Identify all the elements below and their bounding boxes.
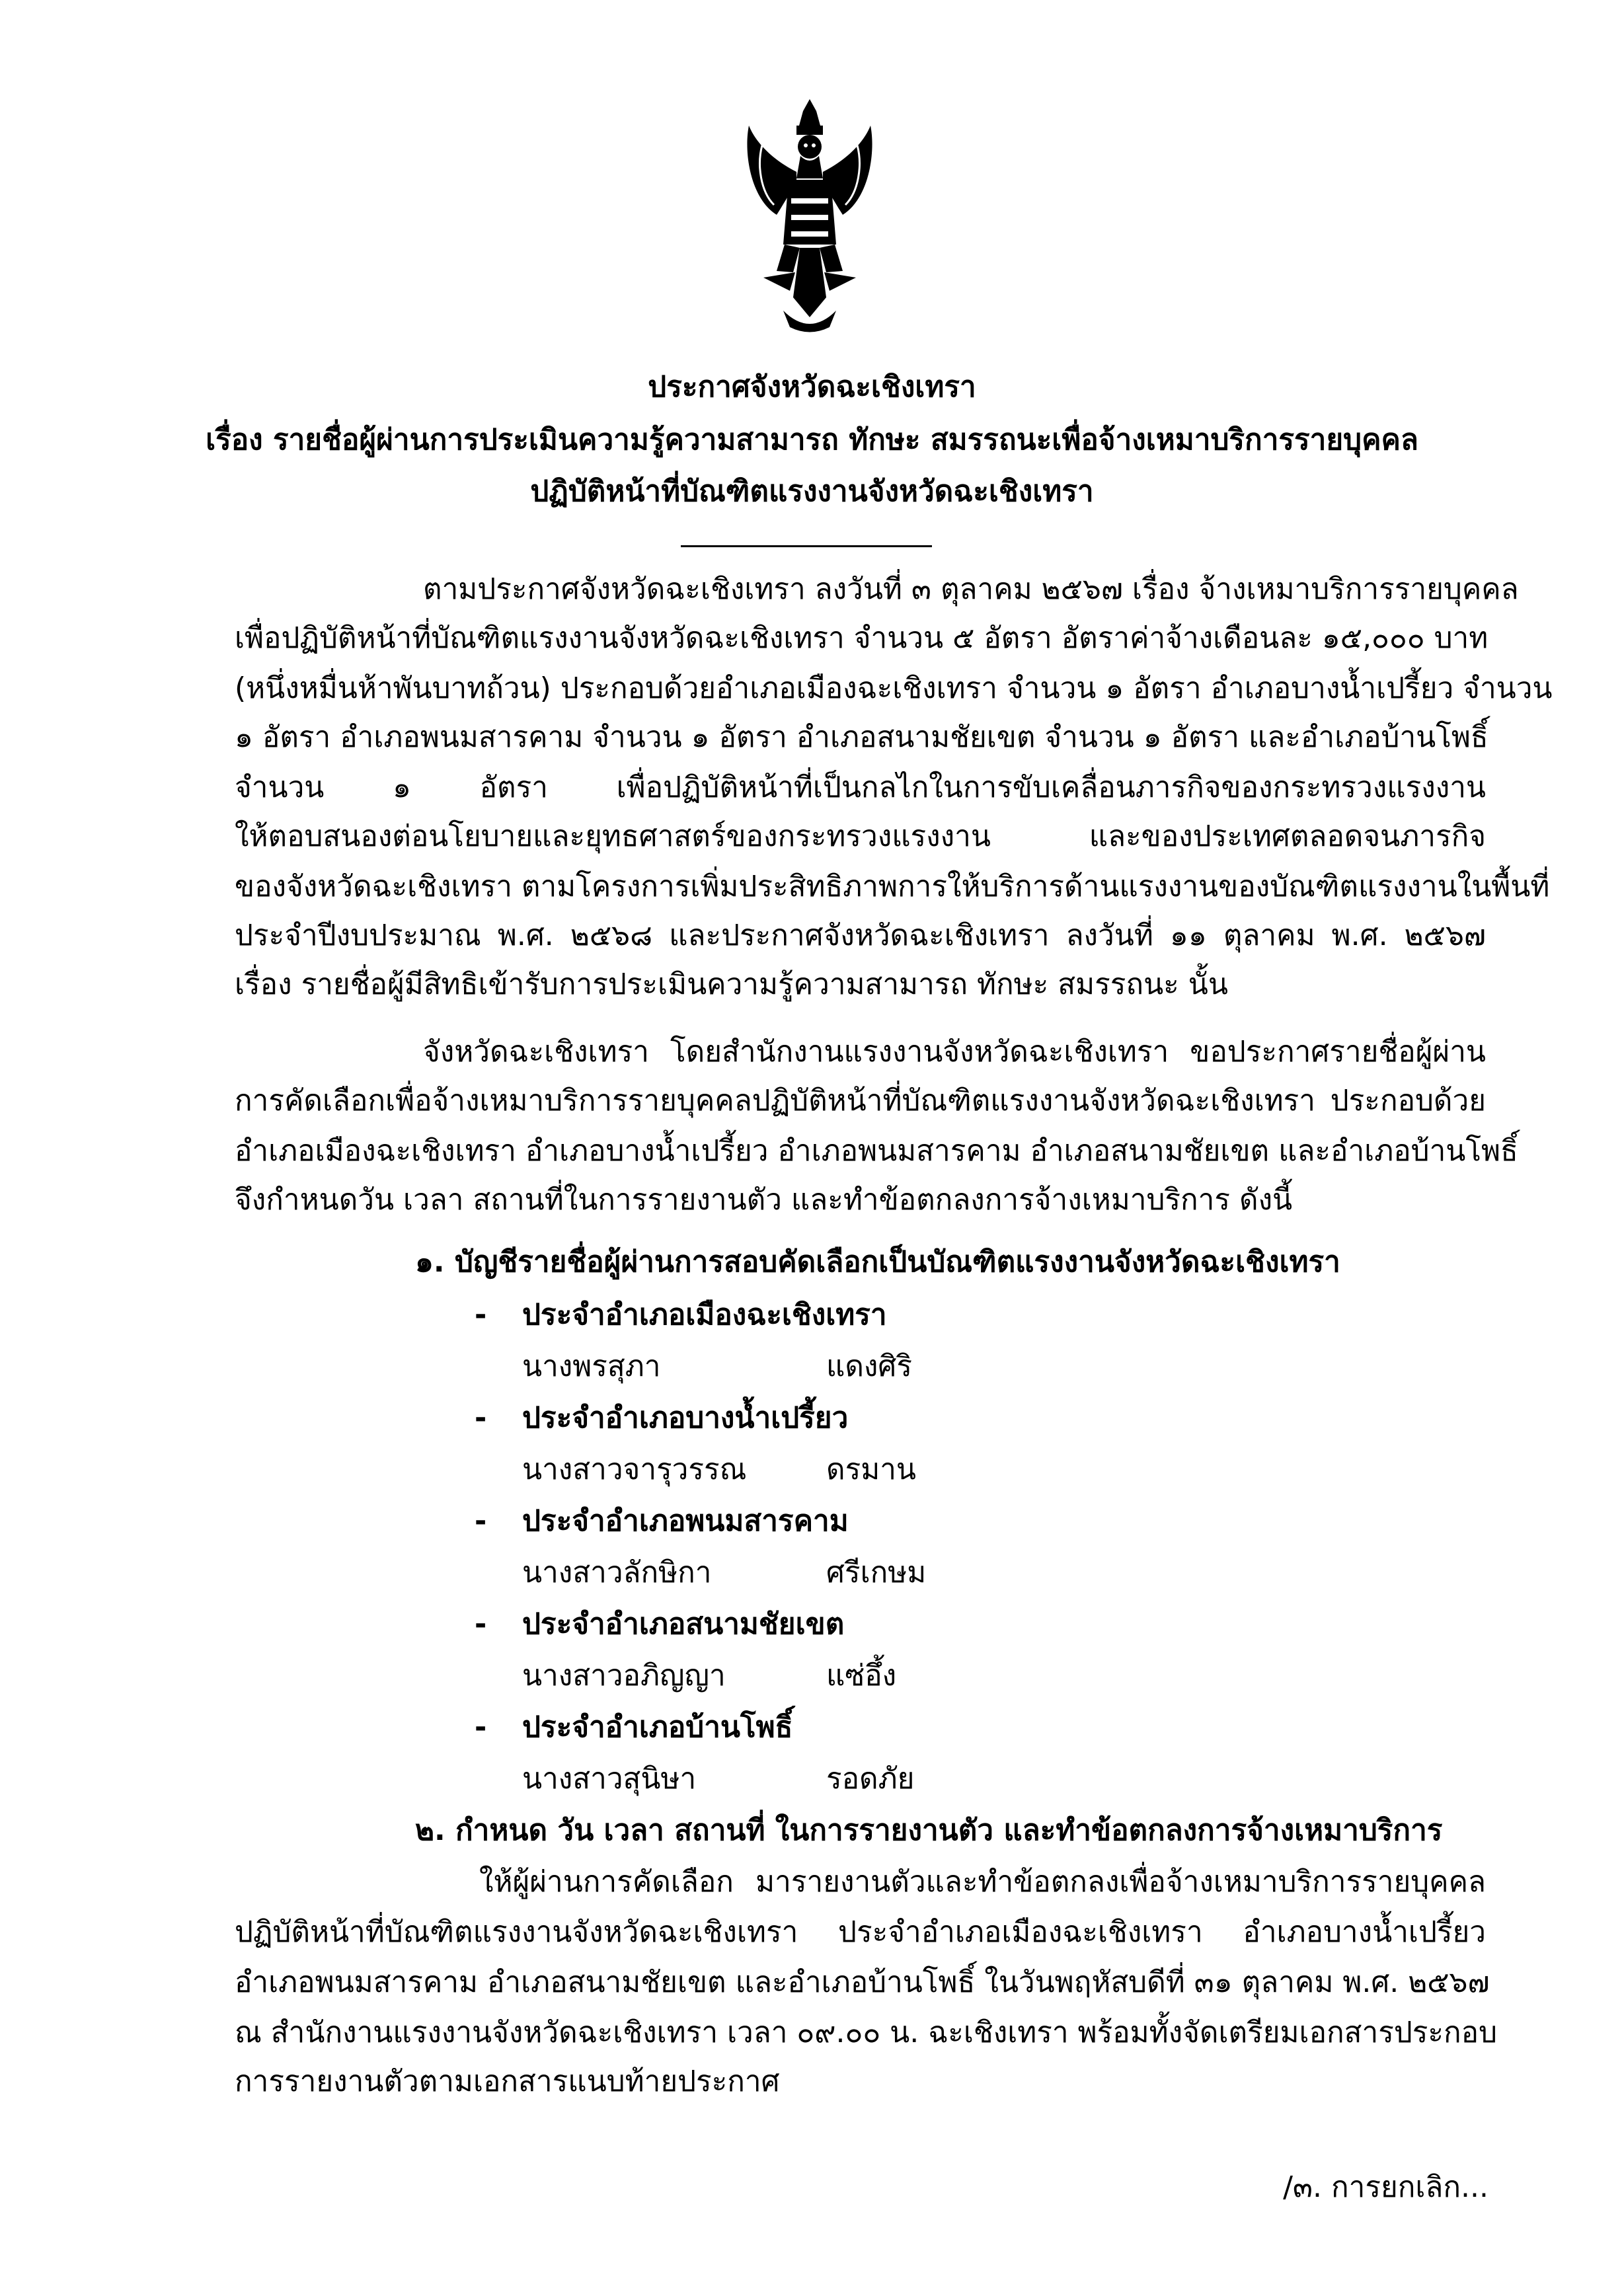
person-last-name: รอดภัย bbox=[826, 1762, 915, 1796]
paragraph-1-line: (หนึ่งหมื่นห้าพันบาทถ้วน) ประกอบด้วยอำเภอเมืองฉะเชิงเทรา จำนวน ๑ อัตรา อำเภอบางน้ำเปรี้ยว จำนวน bbox=[235, 671, 1553, 705]
paragraph-1-line: ๑ อัตรา อำเภอพนมสารคาม จำนวน ๑ อัตรา อำเภอสนามชัยเขต จำนวน ๑ อัตรา และอำเภอบ้านโพธิ์ bbox=[235, 720, 1489, 754]
continuation-note: /๓. การยกเลิก... bbox=[1283, 2170, 1489, 2204]
section-1-title: ๑. บัญชีรายชื่อผู้ผ่านการสอบคัดเลือกเป็นบัณฑิตแรงงานจังหวัดฉะเชิงเทรา bbox=[415, 1245, 1340, 1279]
list-dash: - bbox=[475, 1607, 487, 1641]
district-label: ประจำอำเภอบ้านโพธิ์ bbox=[522, 1710, 793, 1744]
person-first-name: นางสาวจารุวรรณ bbox=[522, 1453, 747, 1486]
district-label: ประจำอำเภอบางน้ำเปรี้ยว bbox=[522, 1401, 849, 1435]
paragraph-2-line: จึงกำหนดวัน เวลา สถานที่ในการรายงานตัว และทำข้อตกลงการจ้างเหมาบริการ ดังนี้ bbox=[235, 1183, 1293, 1217]
person-first-name: นางสาวอภิญญา bbox=[522, 1659, 726, 1693]
paragraph-1-line: เรื่อง รายชื่อผู้มีสิทธิเข้ารับการประเมินความรู้ความสามารถ ทักษะ สมรรถนะ นั้น bbox=[235, 968, 1228, 1001]
announcement-subject-line2: ปฏิบัติหน้าที่บัณฑิตแรงงานจังหวัดฉะเชิงเทรา bbox=[530, 475, 1094, 508]
list-dash: - bbox=[475, 1710, 487, 1744]
paragraph-1-line: ของจังหวัดฉะเชิงเทรา ตามโครงการเพิ่มประสิทธิภาพการให้บริการด้านแรงงานของบัณฑิตแรงงานในพื้นที่ bbox=[235, 870, 1550, 903]
paragraph-3-line: ปฏิบัติหน้าที่บัณฑิตแรงงานจังหวัดฉะเชิงเทรา ประจำอำเภอเมืองฉะเชิงเทรา อำเภอบางน้ำเปรี้ยว bbox=[235, 1915, 1486, 1949]
person-last-name: ดรมาน bbox=[826, 1453, 916, 1486]
paragraph-3-line: การรายงานตัวตามเอกสารแนบท้ายประกาศ bbox=[235, 2065, 780, 2098]
paragraph-3-line: ให้ผู้ผ่านการคัดเลือก มารายงานตัวและทำข้อตกลงเพื่อจ้างเหมาบริการรายบุคคล bbox=[479, 1865, 1486, 1899]
list-dash: - bbox=[475, 1298, 487, 1332]
list-dash: - bbox=[475, 1401, 487, 1435]
section-2-title: ๒. กำหนด วัน เวลา สถานที่ ในการรายงานตัว และทำข้อตกลงการจ้างเหมาบริการ bbox=[415, 1813, 1443, 1847]
paragraph-3-line: อำเภอพนมสารคาม อำเภอสนามชัยเขต และอำเภอบ้านโพธิ์ ในวันพฤหัสบดีที่ ๓๑ ตุลาคม พ.ศ. ๒๕๖๗ bbox=[235, 1965, 1490, 1999]
paragraph-2-line: จังหวัดฉะเชิงเทรา โดยสำนักงานแรงงานจังหวัดฉะเชิงเทรา ขอประกาศรายชื่อผู้ผ่าน bbox=[423, 1035, 1486, 1069]
announcement-title: ประกาศจังหวัดฉะเชิงเทรา bbox=[648, 370, 976, 404]
district-label: ประจำอำเภอเมืองฉะเชิงเทรา bbox=[522, 1298, 887, 1332]
paragraph-1-line: เพื่อปฏิบัติหน้าที่บัณฑิตแรงงานจังหวัดฉะเชิงเทรา จำนวน ๕ อัตรา อัตราค่าจ้างเดือนละ ๑๕,๐๐๐ บาท bbox=[235, 621, 1489, 655]
district-label: ประจำอำเภอพนมสารคาม bbox=[522, 1504, 849, 1538]
person-last-name: แซ่อึ้ง bbox=[826, 1659, 897, 1693]
garuda-emblem-icon bbox=[737, 99, 882, 337]
paragraph-1-line: จำนวน ๑ อัตรา เพื่อปฏิบัติหน้าที่เป็นกลไกในการขับเคลื่อนภารกิจของกระทรวงแรงงาน bbox=[235, 771, 1486, 804]
list-dash: - bbox=[475, 1504, 487, 1538]
paragraph-2-line: การคัดเลือกเพื่อจ้างเหมาบริการรายบุคคลปฏิบัติหน้าที่บัณฑิตแรงงานจังหวัดฉะเชิงเทรา ประกอบด้วย bbox=[235, 1084, 1486, 1118]
title-divider bbox=[681, 545, 932, 547]
person-first-name: นางสาวลักษิกา bbox=[522, 1556, 712, 1589]
paragraph-1-line: ประจำปีงบประมาณ พ.ศ. ๒๕๖๘ และประกาศจังหวัดฉะเชิงเทรา ลงวันที่ ๑๑ ตุลาคม พ.ศ. ๒๕๖๗ bbox=[235, 919, 1486, 952]
announcement-subject-line1: เรื่อง รายชื่อผู้ผ่านการประเมินความรู้ความสามารถ ทักษะ สมรรถนะเพื่อจ้างเหมาบริการรายบุคคล bbox=[206, 423, 1418, 457]
paragraph-3-line: ณ สำนักงานแรงงานจังหวัดฉะเชิงเทรา เวลา ๐๙.๐๐ น. ฉะเชิงเทรา พร้อมทั้งจัดเตรียมเอกสารประกอบ bbox=[235, 2016, 1498, 2049]
district-label: ประจำอำเภอสนามชัยเขต bbox=[522, 1607, 845, 1641]
paragraph-1-line: ตามประกาศจังหวัดฉะเชิงเทรา ลงวันที่ ๓ ตุลาคม ๒๕๖๗ เรื่อง จ้างเหมาบริการรายบุคคล bbox=[423, 572, 1519, 606]
paragraph-1-line: ให้ตอบสนองต่อนโยบายและยุทธศาสตร์ของกระทรวงแรงงาน และของประเทศตลอดจนภารกิจ bbox=[235, 819, 1486, 853]
person-last-name: แดงศิริ bbox=[826, 1350, 912, 1383]
paragraph-2-line: อำเภอเมืองฉะเชิงเทรา อำเภอบางน้ำเปรี้ยว อำเภอพนมสารคาม อำเภอสนามชัยเขต และอำเภอบ้านโพธิ์ bbox=[235, 1134, 1518, 1168]
person-first-name: นางสาวสุนิษา bbox=[522, 1762, 697, 1796]
person-first-name: นางพรสุภา bbox=[522, 1350, 661, 1383]
person-last-name: ศรีเกษม bbox=[826, 1556, 927, 1589]
